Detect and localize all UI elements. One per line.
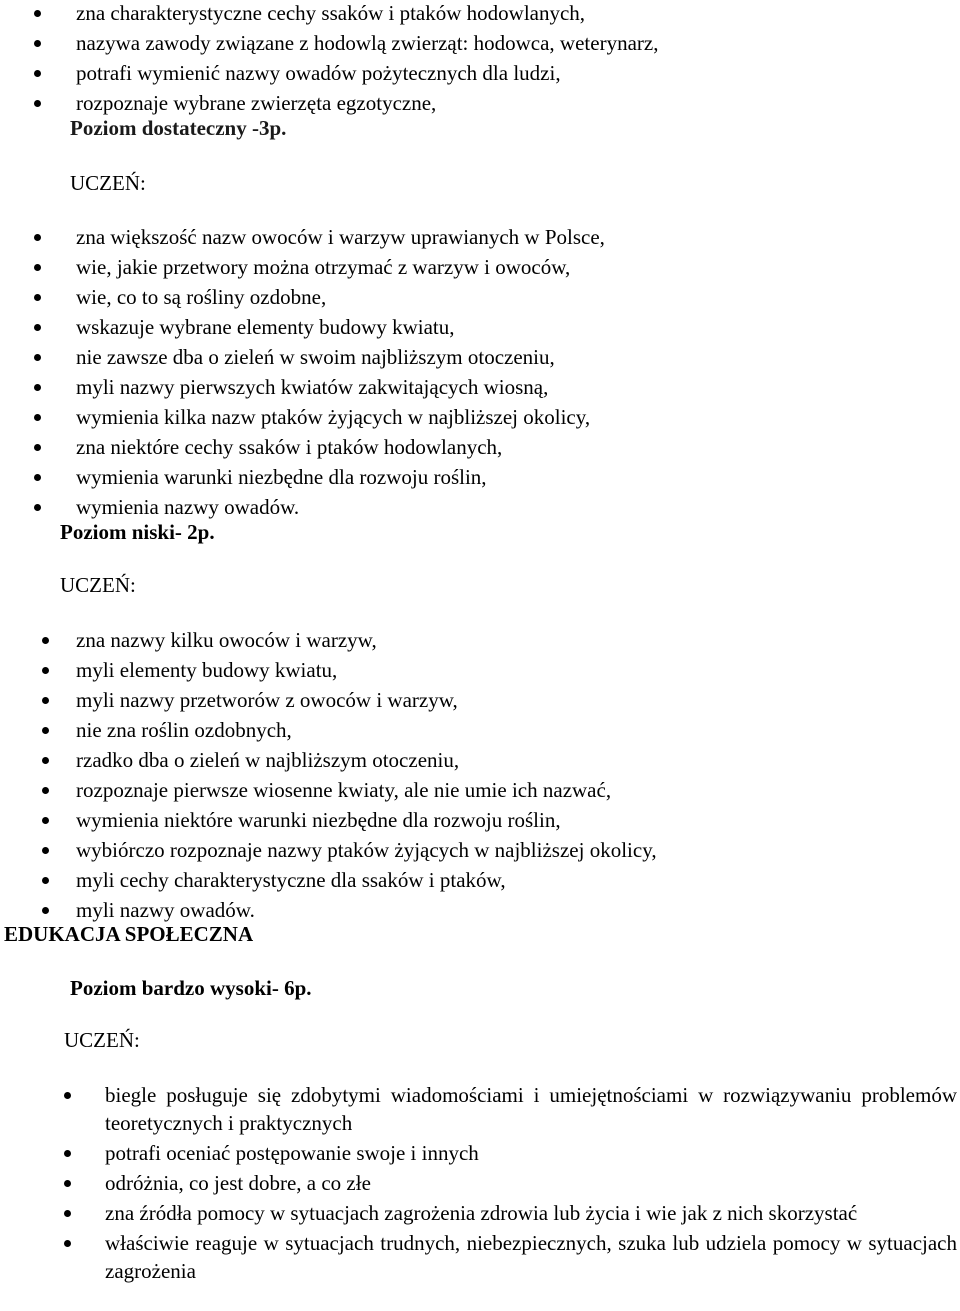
bullet-icon (64, 1180, 71, 1187)
bullet-icon (42, 727, 49, 734)
bullet-icon (42, 877, 49, 884)
student-label: UCZEŃ: (64, 1028, 140, 1052)
bullet-icon (64, 1092, 71, 1099)
bullet-icon (34, 264, 41, 271)
bullet-icon (34, 100, 41, 107)
bullet-icon (34, 324, 41, 331)
bullet-icon (34, 294, 41, 301)
list-item: potrafi oceniać postępowanie swoje i innych (105, 1139, 957, 1167)
list-item: odróżnia, co jest dobre, a co złe (105, 1169, 957, 1197)
bullet-icon (34, 354, 41, 361)
bullet-icon (64, 1150, 71, 1157)
list-item: zna źródła pomocy w sytuacjach zagrożenia zdrowia lub życia i wie jak z nich skorzystać (105, 1199, 957, 1227)
bullet-icon (42, 757, 49, 764)
bullet-icon (42, 787, 49, 794)
bullet-icon (34, 414, 41, 421)
bullet-icon (34, 444, 41, 451)
bullet-icon (64, 1240, 71, 1247)
level-heading-very-high: Poziom bardzo wysoki- 6p. (70, 976, 312, 1000)
bullet-icon (34, 384, 41, 391)
level-heading-sufficient: Poziom dostateczny -3p. (70, 116, 287, 140)
bullet-icon (64, 1210, 71, 1217)
bullet-icon (42, 847, 49, 854)
bullet-icon (34, 70, 41, 77)
student-label: UCZEŃ: (60, 573, 136, 597)
bullet-icon (34, 474, 41, 481)
bullet-icon (42, 907, 49, 914)
level-heading-low: Poziom niski- 2p. (60, 520, 215, 544)
bullet-icon (42, 637, 49, 644)
student-label: UCZEŃ: (70, 171, 146, 195)
list-item: właściwie reaguje w sytuacjach trudnych, niebezpiecznych, szuka lub udziela pomocy w sytuacjach zagrożenia (105, 1229, 957, 1285)
bullet-icon (34, 10, 41, 17)
bullet-icon (42, 817, 49, 824)
section-title: EDUKACJA SPOŁECZNA (4, 922, 254, 946)
bullet-icon (34, 504, 41, 511)
list-item: biegle posługuje się zdobytymi wiadomościami i umiejętnościami w rozwiązywaniu problemów teoretycznych i praktycznych (105, 1081, 957, 1137)
very-high-criteria-list (105, 1081, 957, 1287)
bullet-icon (42, 697, 49, 704)
bullet-icon (34, 40, 41, 47)
bullet-icon (34, 234, 41, 241)
bullet-icon (42, 667, 49, 674)
